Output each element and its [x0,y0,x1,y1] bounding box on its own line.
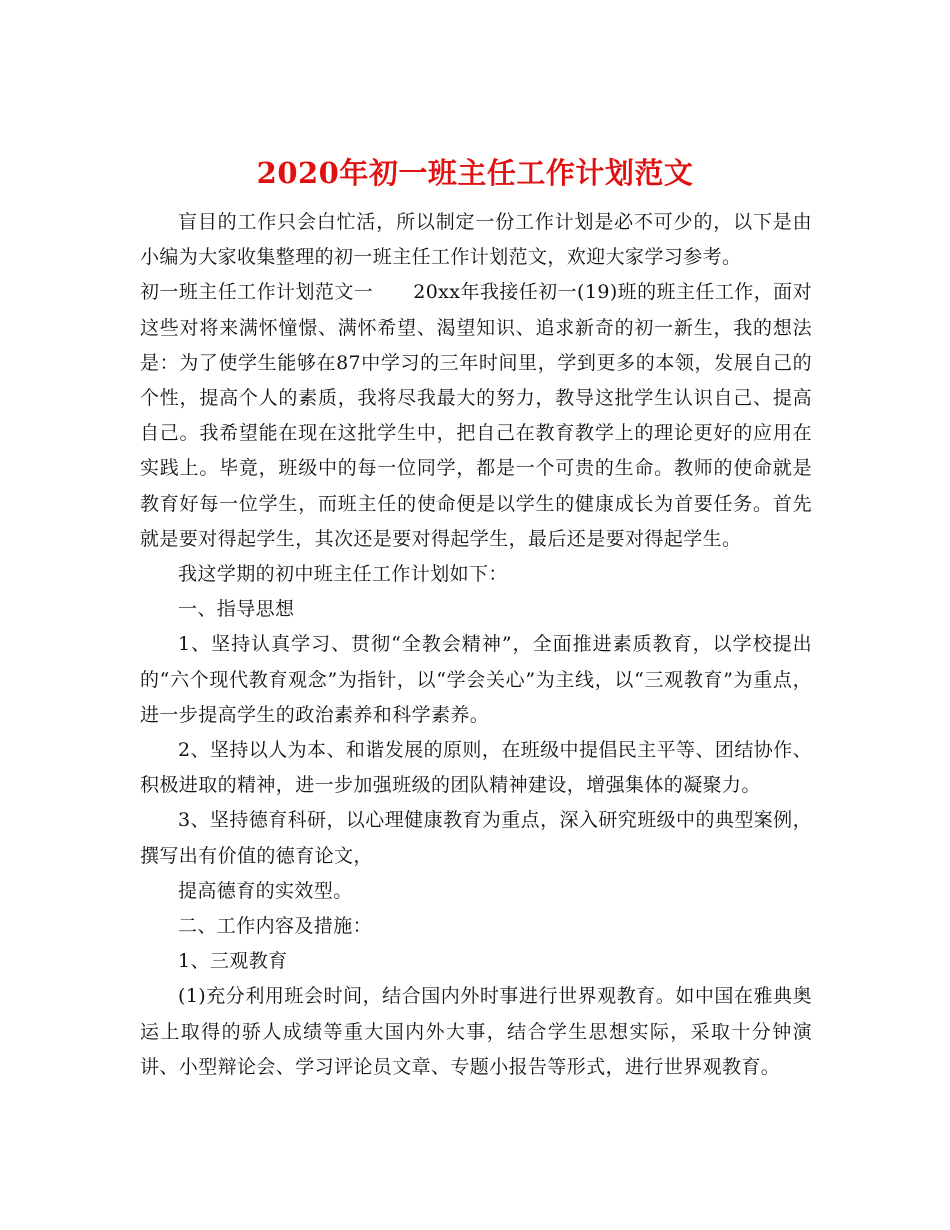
point-3-paragraph: 3、坚持德育科研，以心理健康教育为重点，深入研究班级中的典型案例，撰写出有价值的德育论文， [140,809,812,867]
point-1-paragraph: 1、坚持认真学习、贯彻“全教会精神”，全面推进素质教育，以学校提出的“六个现代教育观念”为指针，以“学会关心”为主线，以“三观教育”为重点，进一步提高学生的政治素养和科学素养。 [140,633,812,726]
plan-intro: 我这学期的初中班主任工作计划如下： [178,563,508,586]
section-text: 20xx年我接任初一(19)班的班主任工作，面对这些对将来满怀憧憬、满怀希望、渴望知识、追求新奇的初一新生，我的想法是：为了使学生能够在87中学习的三年时间里，学到更多的本领，发展自己的个性，提高个人的素质，我将尽我最大的努力，教导这批学生认识自己、提高自己。我希望能在现在这批学生中，把自己在教育教学上的理论更好的应用在实践上。毕竟，班级中的每一位同学，都是一个可贵的生命。教师的使命就是教育好每一位学生，而班主任的使命便是以学生的健康成长为首要任务。首先就是要对得起学生，其次还是要对得起学生，最后还是要对得起学生。 [140,281,812,550]
point-2-paragraph: 2、坚持以人为本、和谐发展的原则，在班级中提倡民主平等、团结协作、积极进取的精神，进一步加强班级的团队精神建设，增强集体的凝聚力。 [140,739,812,797]
item-1-paragraph: (1)充分利用班会时间，结合国内外时事进行世界观教育。如中国在雅典奥运上取得的骄人成绩等重大国内外大事，结合学生思想实际，采取十分钟演讲、小型辩论会、学习评论员文章、专题小报告等形式，进行世界观教育。 [140,985,812,1078]
section-label: 初一班主任工作计划范文一 [140,281,374,304]
heading-work-content: 二、工作内容及措施： [178,915,373,938]
intro-paragraph: 盲目的工作只会白忙活，所以制定一份工作计划是必不可少的，以下是由小编为大家收集整理的初一班主任工作计划范文，欢迎大家学习参考。 [140,211,812,269]
heading-guiding-ideology: 一、指导思想 [178,598,295,621]
point-3-continuation: 提高德育的实效型。 [178,879,353,902]
document-title: 2020年初一班主任工作计划范文 [256,156,694,191]
section-paragraph [140,275,812,557]
subheading-three-views: 1、三观教育 [178,950,288,973]
document-body [140,205,812,1085]
